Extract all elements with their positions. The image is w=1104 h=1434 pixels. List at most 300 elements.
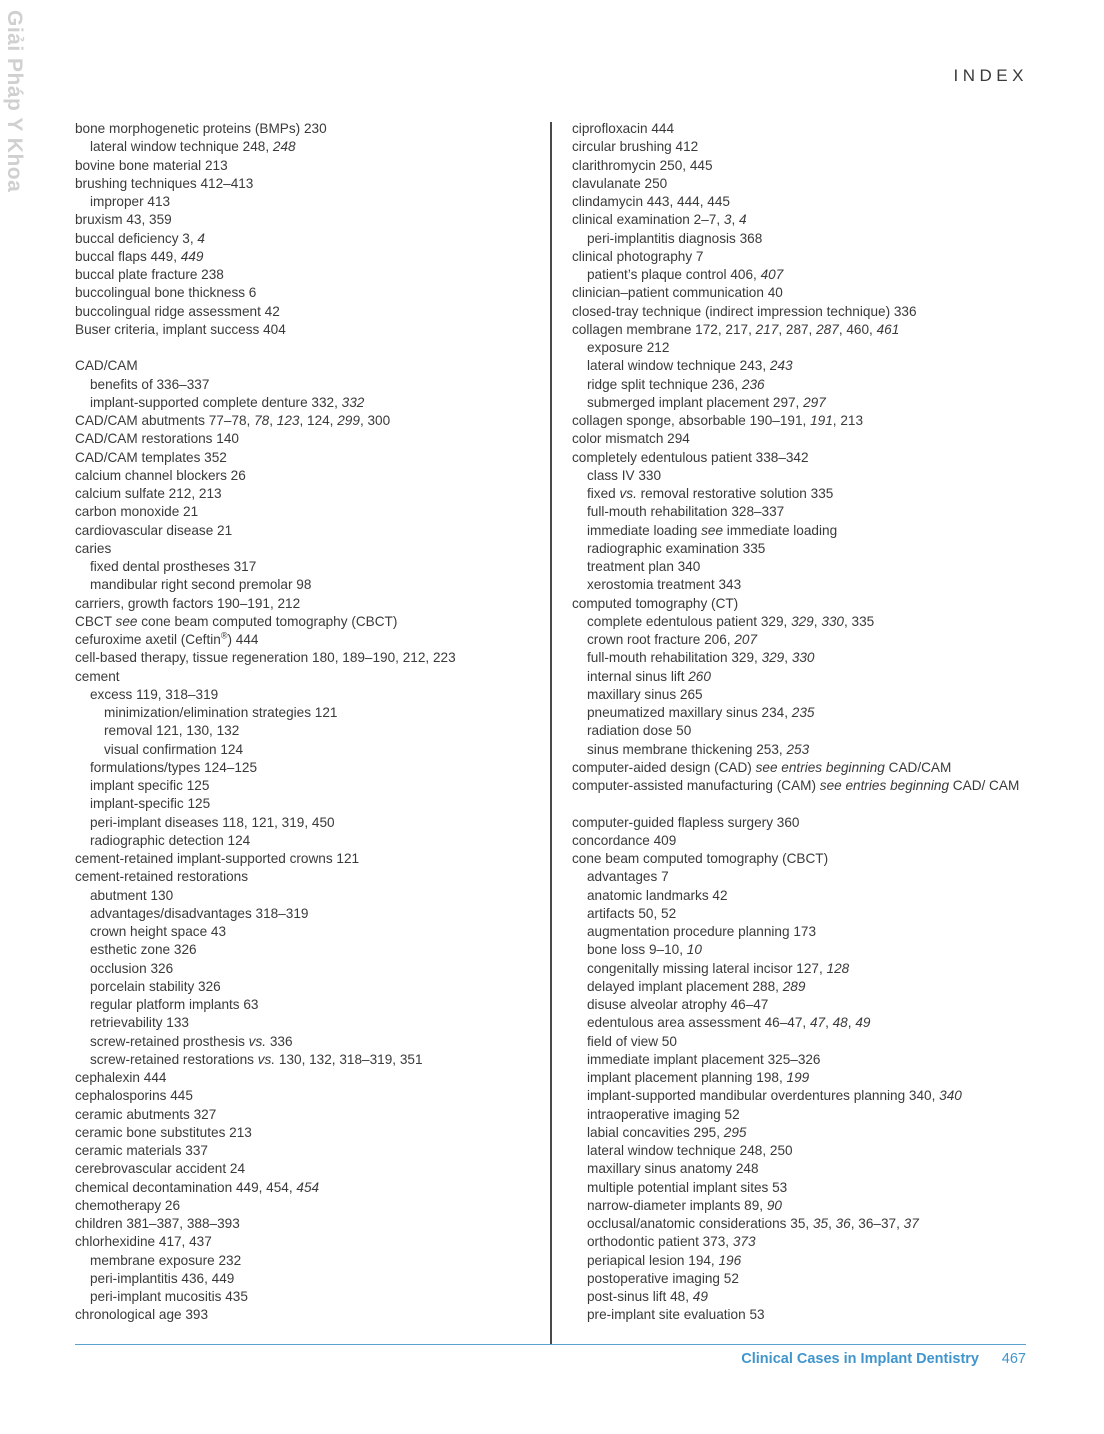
- index-entry-text: screw-retained prosthesis: [90, 1033, 249, 1049]
- index-entry: [75, 613, 537, 631]
- index-entry: [75, 704, 537, 722]
- index-entry: [75, 960, 537, 978]
- index-entry-italic-text: 454: [296, 1179, 320, 1195]
- index-entry-italic-text: 4: [739, 212, 747, 228]
- index-entry-text: complete edentulous patient 329,: [587, 613, 792, 629]
- index-entry-italic-text: 461: [876, 321, 900, 337]
- index-entry-text: maxillary sinus 265: [587, 686, 703, 702]
- index-entry: [75, 1142, 537, 1160]
- index-entry: [572, 339, 1028, 357]
- index-entry: [572, 1160, 1028, 1178]
- index-entry-text: benefits of 336–337: [90, 376, 210, 392]
- index-entry-text: CAD/CAM abutments 77–78,: [75, 413, 255, 428]
- index-entry: [75, 1069, 537, 1087]
- index-entry-text: pneumatized maxillary sinus 234,: [587, 705, 792, 720]
- index-entry-text: submerged implant placement 297,: [587, 394, 804, 410]
- footer-rule: [75, 1344, 1026, 1345]
- index-entry: [75, 175, 537, 193]
- index-entry-text: excess 119, 318–319: [90, 686, 219, 702]
- index-entry-italic-text: 196: [718, 1252, 742, 1268]
- index-entry-text: clindamycin 443, 444, 445: [572, 194, 730, 209]
- index-entry-text: clinician–patient communication 40: [572, 285, 783, 301]
- index-entry-text: 130, 132, 318–319, 351: [275, 1051, 423, 1067]
- index-entry: [572, 941, 1028, 959]
- index-entry-italic-text: 49: [692, 1289, 708, 1304]
- index-entry-text: orthodontic patient 373,: [587, 1234, 733, 1250]
- index-entry-italic-text: 47: [809, 1015, 826, 1031]
- index-entry-italic-text: vs.: [248, 1033, 267, 1049]
- index-entry-text: immediate loading: [723, 522, 838, 538]
- index-column-right: [572, 120, 1028, 1325]
- index-entry: [75, 941, 537, 959]
- index-entry-italic-text: 235: [791, 705, 815, 720]
- index-entry: [572, 157, 1028, 175]
- index-entry: [75, 394, 537, 412]
- index-entry-text: radiographic detection 124: [90, 832, 251, 848]
- index-entry: [572, 1306, 1028, 1324]
- index-entry-italic-text: 260: [688, 668, 711, 684]
- index-entry-text: cone beam computed tomography (CBCT): [572, 851, 829, 866]
- index-entry-italic-text: 236: [741, 376, 765, 392]
- index-entry: [75, 485, 537, 503]
- index-entry: [572, 996, 1028, 1014]
- index-entry-text: exposure 212: [587, 340, 670, 355]
- index-entry: [572, 376, 1028, 394]
- index-entry-text: calcium sulfate 212, 213: [75, 486, 222, 501]
- index-entry: [75, 1252, 537, 1270]
- index-entry-text: 336: [266, 1033, 293, 1049]
- index-entry: [572, 868, 1028, 886]
- index-entry-text: ®: [220, 630, 228, 641]
- index-entry-italic-text: 199: [786, 1070, 810, 1085]
- index-entry-text: clarithromycin 250, 445: [572, 157, 713, 173]
- index-entry-italic-text: 4: [197, 230, 205, 246]
- index-entry: [572, 631, 1028, 649]
- index-entry: [75, 230, 537, 248]
- index-entry-text: occlusal/anatomic considerations 35,: [587, 1216, 813, 1231]
- index-entry-italic-text: 289: [782, 978, 806, 994]
- index-entry-text: ,: [828, 1216, 836, 1231]
- index-entry: [75, 1033, 537, 1051]
- index-entry: [572, 467, 1028, 485]
- index-entry-text: CAD/CAM: [884, 759, 952, 775]
- index-entry: [75, 467, 537, 485]
- index-entry-text: sinus membrane thickening 253,: [587, 741, 787, 757]
- index-entry: [75, 412, 537, 430]
- index-entry: [75, 120, 537, 138]
- index-entry: [572, 449, 1028, 467]
- index-entry-text: field of view 50: [587, 1033, 677, 1049]
- index-entry: [75, 1087, 537, 1105]
- index-entry-text: ceramic abutments 327: [75, 1106, 217, 1122]
- index-entry-text: peri-implant diseases 118, 121, 319, 450: [90, 814, 335, 830]
- index-entry: [75, 138, 537, 156]
- index-entry-text: cardiovascular disease 21: [75, 522, 233, 538]
- index-entry-italic-text: 90: [766, 1197, 782, 1213]
- index-entry-text: lateral window technique 248,: [90, 139, 273, 155]
- index-entry-text: occlusion 326: [90, 960, 174, 976]
- index-entry: [572, 1087, 1028, 1105]
- index-entry: [75, 157, 537, 175]
- index-entry: [75, 978, 537, 996]
- index-entry-text: , 335: [844, 613, 875, 629]
- index-entry-text: caries: [75, 540, 112, 556]
- index-entry-text: , 460,: [838, 321, 877, 337]
- index-entry: [75, 631, 537, 649]
- index-entry: [572, 303, 1028, 321]
- index-entry-italic-text: 340: [939, 1088, 962, 1104]
- index-entry-text: , 124,: [299, 413, 338, 428]
- index-entry-text: esthetic zone 326: [90, 942, 197, 958]
- index-entry-text: screw-retained restorations: [90, 1051, 258, 1067]
- index-entry-text: removal restorative solution 335: [636, 486, 834, 501]
- index-entry: [572, 394, 1028, 412]
- index-entry-text: lateral window technique 248, 250: [587, 1143, 793, 1158]
- index-entry: [572, 1124, 1028, 1142]
- index-entry-text: augmentation procedure planning 173: [587, 924, 817, 939]
- index-entry-text: concordance 409: [572, 832, 677, 848]
- index-entry-text: ,: [269, 413, 277, 428]
- index-entry: [572, 1288, 1028, 1306]
- index-entry-text: CAD/ CAM: [949, 778, 1020, 793]
- index-entry: [572, 613, 1028, 631]
- index-entry-text: computed tomography (CT): [572, 595, 739, 611]
- index-entry-text: buccolingual bone thickness 6: [75, 285, 257, 301]
- index-entry: [572, 1252, 1028, 1270]
- index-entry-italic-text: 191: [810, 413, 833, 428]
- index-entry-text: full-mouth rehabilitation 328–337: [587, 504, 785, 520]
- index-entry: [572, 686, 1028, 704]
- index-entry-text: buccal plate fracture 238: [75, 267, 224, 282]
- index-entry-text: clinical examination 2–7,: [572, 212, 724, 228]
- index-entry-italic-text: 123: [276, 413, 300, 428]
- index-entry: [75, 576, 537, 594]
- index-entry-text: ridge split technique 236,: [587, 376, 742, 392]
- index-entry: [75, 722, 537, 740]
- index-entry-text: cell-based therapy, tissue regeneration 180, 189–190, 212, 223: [75, 650, 456, 666]
- index-entry-italic-text: vs.: [619, 486, 637, 501]
- index-entry-italic-text: 299: [337, 413, 360, 428]
- index-entry-italic-text: 330: [791, 650, 815, 666]
- index-entry-text: chemotherapy 26: [75, 1197, 181, 1213]
- index-entry-text: computer-guided flapless surgery 360: [572, 814, 800, 830]
- index-entry: [572, 905, 1028, 923]
- index-entry: [572, 960, 1028, 978]
- index-entry-text: cephalosporins 445: [75, 1088, 193, 1104]
- index-entry: [75, 759, 537, 777]
- index-entry: [572, 522, 1028, 540]
- index-entry: [572, 193, 1028, 211]
- index-entry-text: implant-supported mandibular overdentures planning 340,: [587, 1088, 940, 1104]
- index-entry: [572, 595, 1028, 613]
- index-entry: [572, 1233, 1028, 1251]
- index-entry-italic-text: 329: [791, 613, 814, 629]
- index-entry: [75, 850, 537, 868]
- index-entry-text: closed-tray technique (indirect impression technique) 336: [572, 303, 917, 319]
- index-entry-text: patient’s plaque control 406,: [587, 267, 761, 282]
- index-entry: [75, 1160, 537, 1178]
- index-entry: [572, 576, 1028, 594]
- index-entry: [75, 211, 537, 229]
- index-entry: [572, 120, 1028, 138]
- index-entry: [572, 211, 1028, 229]
- index-entry: [75, 777, 537, 795]
- index-entry-italic-text: 78: [254, 413, 270, 428]
- index-entry: [75, 558, 537, 576]
- index-entry: [75, 1106, 537, 1124]
- index-entry-text: disuse alveolar atrophy 46–47: [587, 997, 769, 1012]
- index-entry: [572, 704, 1028, 722]
- index-entry: [572, 248, 1028, 266]
- index-entry: [75, 649, 537, 667]
- index-entry-text: brushing techniques 412–413: [75, 175, 254, 191]
- index-entry-text: cement: [75, 668, 120, 684]
- index-entry-text: ,: [847, 1015, 856, 1031]
- index-entry-italic-text: 10: [686, 942, 702, 958]
- index-entry-italic-text: 128: [826, 960, 850, 976]
- index-entry-italic-text: 207: [734, 632, 758, 647]
- index-entry: [75, 814, 537, 832]
- index-entry: [75, 1051, 537, 1069]
- index-entry-text: CAD/CAM templates 352: [75, 449, 227, 465]
- index-entry-text: radiation dose 50: [587, 723, 692, 739]
- index-entry: [75, 868, 537, 886]
- index-entry: [572, 1033, 1028, 1051]
- index-entry-text: CAD/CAM: [75, 358, 138, 374]
- index-entry-text: regular platform implants 63: [90, 997, 259, 1012]
- index-entry: [75, 284, 537, 302]
- index-entry-text: fixed dental prostheses 317: [90, 559, 257, 574]
- index-entry: [75, 996, 537, 1014]
- index-entry: [572, 832, 1028, 850]
- index-entry-text: carriers, growth factors 190–191, 212: [75, 595, 301, 611]
- index-entry-text: formulations/types 124–125: [90, 759, 258, 775]
- index-entry-text: collagen sponge, absorbable 190–191,: [572, 413, 811, 428]
- index-entry-text: radiographic examination 335: [587, 540, 766, 556]
- index-entry: [572, 722, 1028, 740]
- index-entry-text: ,: [731, 212, 740, 228]
- index-entry: [572, 923, 1028, 941]
- index-entry-text: ,: [813, 613, 822, 629]
- index-entry-text: calcium channel blockers 26: [75, 467, 246, 483]
- index-entry-text: internal sinus lift: [587, 668, 689, 684]
- index-entry-text: implant specific 125: [90, 778, 210, 793]
- index-entry: [75, 795, 537, 813]
- index-entry-text: bone morphogenetic proteins (BMPs) 230: [75, 121, 327, 136]
- page-header-label: INDEX: [953, 66, 1028, 85]
- index-entry-text: delayed implant placement 288,: [587, 978, 783, 994]
- index-entry-italic-text: 295: [723, 1124, 747, 1140]
- index-entry-text: labial concavities 295,: [587, 1124, 724, 1140]
- index-entry-text: ,: [825, 1015, 833, 1031]
- index-entry-text: advantages 7: [587, 869, 669, 885]
- index-entry-text: immediate loading: [587, 522, 702, 538]
- index-entry-text: narrow-diameter implants 89,: [587, 1197, 767, 1213]
- index-entry-text: congenitally missing lateral incisor 127,: [587, 960, 827, 976]
- index-entry-text: peri-implantitis 436, 449: [90, 1270, 235, 1286]
- index-entry-italic-text: 35: [812, 1216, 829, 1231]
- index-entry-text: porcelain stability 326: [90, 978, 221, 994]
- index-entry-italic-text: 449: [180, 248, 204, 264]
- index-entry-text: completely edentulous patient 338–342: [572, 449, 809, 465]
- index-entry: [572, 887, 1028, 905]
- index-entry: [572, 1106, 1028, 1124]
- index-entry-text: ceramic bone substitutes 213: [75, 1124, 252, 1140]
- index-entry: [572, 558, 1028, 576]
- index-entry-italic-text: see: [701, 522, 724, 538]
- index-entry: [572, 284, 1028, 302]
- index-entry: [75, 321, 537, 339]
- index-entry: [572, 1215, 1028, 1233]
- index-entry: [572, 668, 1028, 686]
- index-entry: [75, 303, 537, 321]
- index-entry-italic-text: 253: [786, 741, 810, 757]
- index-entry-italic-text: 36: [835, 1216, 851, 1231]
- index-entry: [572, 138, 1028, 156]
- index-entry: [75, 540, 537, 558]
- index-entry-text: , 300: [359, 413, 391, 428]
- index-entry: [75, 905, 537, 923]
- index-entry-text: peri-implantitis diagnosis 368: [587, 230, 763, 246]
- index-entry-text: membrane exposure 232: [90, 1252, 242, 1268]
- index-entry: [75, 503, 537, 521]
- index-entry: [572, 1051, 1028, 1069]
- index-entry-text: cement-retained implant-supported crowns 121: [75, 851, 360, 866]
- index-entry: [75, 449, 537, 467]
- index-entry: [572, 777, 1028, 814]
- index-entry: [75, 193, 537, 211]
- index-entry-text: buccal deficiency 3,: [75, 230, 198, 246]
- index-entry-italic-text: 49: [855, 1015, 871, 1031]
- index-entry-text: postoperative imaging 52: [587, 1270, 739, 1286]
- index-entry: [75, 1306, 537, 1324]
- index-entry-text: advantages/disadvantages 318–319: [90, 905, 309, 921]
- index-entry-text: periapical lesion 194,: [587, 1252, 719, 1268]
- index-entry-text: post-sinus lift 48,: [587, 1289, 693, 1304]
- index-entry-text: ciprofloxacin 444: [572, 121, 675, 136]
- index-entry-italic-text: 407: [760, 267, 784, 282]
- index-entry-text: , 213: [832, 413, 864, 428]
- index-entry: [75, 595, 537, 613]
- index-entry-text: multiple potential implant sites 53: [587, 1179, 788, 1195]
- index-entry-italic-text: 287: [816, 321, 839, 337]
- index-entry-text: retrievability 133: [90, 1015, 189, 1031]
- index-entry-italic-text: 330: [821, 613, 844, 629]
- index-entry-text: removal 121, 130, 132: [104, 723, 240, 739]
- index-entry: [75, 1270, 537, 1288]
- index-entry: [75, 1124, 537, 1142]
- index-entry: [75, 887, 537, 905]
- watermark-text: Giải Pháp Y Khoa: [3, 10, 26, 193]
- index-entry-text: color mismatch 294: [572, 431, 690, 447]
- index-entry-text: minimization/elimination strategies 121: [104, 705, 338, 720]
- index-spacer: [75, 339, 537, 357]
- index-entry-text: collagen membrane 172, 217,: [572, 321, 756, 337]
- index-entry: [572, 175, 1028, 193]
- index-entry: [572, 357, 1028, 375]
- index-entry-text: bone loss 9–10,: [587, 942, 687, 958]
- index-entry-text: buccal flaps 449,: [75, 248, 181, 264]
- index-entry-text: CBCT: [75, 613, 116, 629]
- index-entry-text: cerebrovascular accident 24: [75, 1161, 246, 1177]
- index-entry: [572, 1014, 1028, 1032]
- index-entry-italic-text: see: [115, 613, 138, 629]
- index-entry-text: peri-implant mucositis 435: [90, 1289, 248, 1304]
- index-entry-italic-text: 217: [755, 321, 779, 337]
- column-divider: [550, 122, 552, 1344]
- index-entry: [75, 1014, 537, 1032]
- index-entry: [572, 503, 1028, 521]
- index-entry: [572, 321, 1028, 339]
- index-entry-italic-text: 329: [761, 650, 785, 666]
- footer-page-number: 467: [1001, 1351, 1026, 1367]
- index-entry: [572, 540, 1028, 558]
- index-entry-italic-text: 373: [732, 1234, 756, 1250]
- index-entry-text: artifacts 50, 52: [587, 905, 677, 921]
- index-entry-italic-text: 297: [803, 394, 826, 410]
- index-entry-text: crown root fracture 206,: [587, 632, 735, 647]
- index-entry-text: Buser criteria, implant success 404: [75, 321, 286, 337]
- footer-book-title: Clinical Cases in Implant Dentistry: [741, 1351, 979, 1367]
- index-entry-text: improper 413: [90, 194, 171, 209]
- index-entry-text: intraoperative imaging 52: [587, 1106, 740, 1122]
- index-entry: [572, 1197, 1028, 1215]
- index-entry-text: ceramic materials 337: [75, 1143, 208, 1158]
- index-entry: [75, 923, 537, 941]
- index-entry-text: lateral window technique 243,: [587, 358, 770, 374]
- index-entry-text: mandibular right second premolar 98: [90, 577, 312, 593]
- index-entry-text: xerostomia treatment 343: [587, 577, 742, 593]
- index-entry: [75, 248, 537, 266]
- index-entry: [75, 832, 537, 850]
- index-entry-italic-text: 248: [272, 139, 296, 155]
- index-entry-text: cement-retained restorations: [75, 869, 249, 885]
- index-entry-italic-text: see entries beginning: [819, 778, 950, 793]
- index-entry: [75, 430, 537, 448]
- index-entry-text: bruxism 43, 359: [75, 212, 172, 228]
- index-entry-text: chemical decontamination 449, 454,: [75, 1179, 297, 1195]
- index-entry-text: cephalexin 444: [75, 1070, 167, 1085]
- index-entry: [572, 759, 1028, 777]
- index-entry-text: clinical photography 7: [572, 248, 704, 264]
- index-entry-italic-text: 243: [769, 358, 793, 374]
- index-entry-text: crown height space 43: [90, 924, 227, 939]
- index-entry-text: class IV 330: [587, 467, 662, 483]
- index-entry: [572, 266, 1028, 284]
- index-entry: [75, 376, 537, 394]
- index-entry-text: ,: [784, 650, 792, 666]
- index-entry-text: chlorhexidine 417, 437: [75, 1234, 212, 1250]
- index-entry: [75, 1233, 537, 1251]
- index-entry-text: circular brushing 412: [572, 139, 699, 155]
- index-entry: [75, 1215, 537, 1233]
- index-entry-text: bovine bone material 213: [75, 157, 228, 173]
- index-entry-text: buccolingual ridge assessment 42: [75, 303, 280, 319]
- index-entry-text: CAD/CAM restorations 140: [75, 431, 239, 447]
- index-entry-text: children 381–387, 388–393: [75, 1216, 240, 1231]
- index-entry-italic-text: see entries beginning: [755, 759, 885, 775]
- index-entry-text: pre-implant site evaluation 53: [587, 1307, 765, 1323]
- index-entry: [572, 1270, 1028, 1288]
- index-entry: [572, 412, 1028, 430]
- index-entry-text: chronological age 393: [75, 1307, 209, 1323]
- index-entry-text: computer-aided design (CAD): [572, 759, 756, 775]
- index-entry-text: treatment plan 340: [587, 559, 701, 574]
- index-entry-text: computer-assisted manufacturing (CAM): [572, 778, 820, 793]
- index-entry: [572, 1069, 1028, 1087]
- index-entry: [572, 814, 1028, 832]
- index-entry: [75, 1288, 537, 1306]
